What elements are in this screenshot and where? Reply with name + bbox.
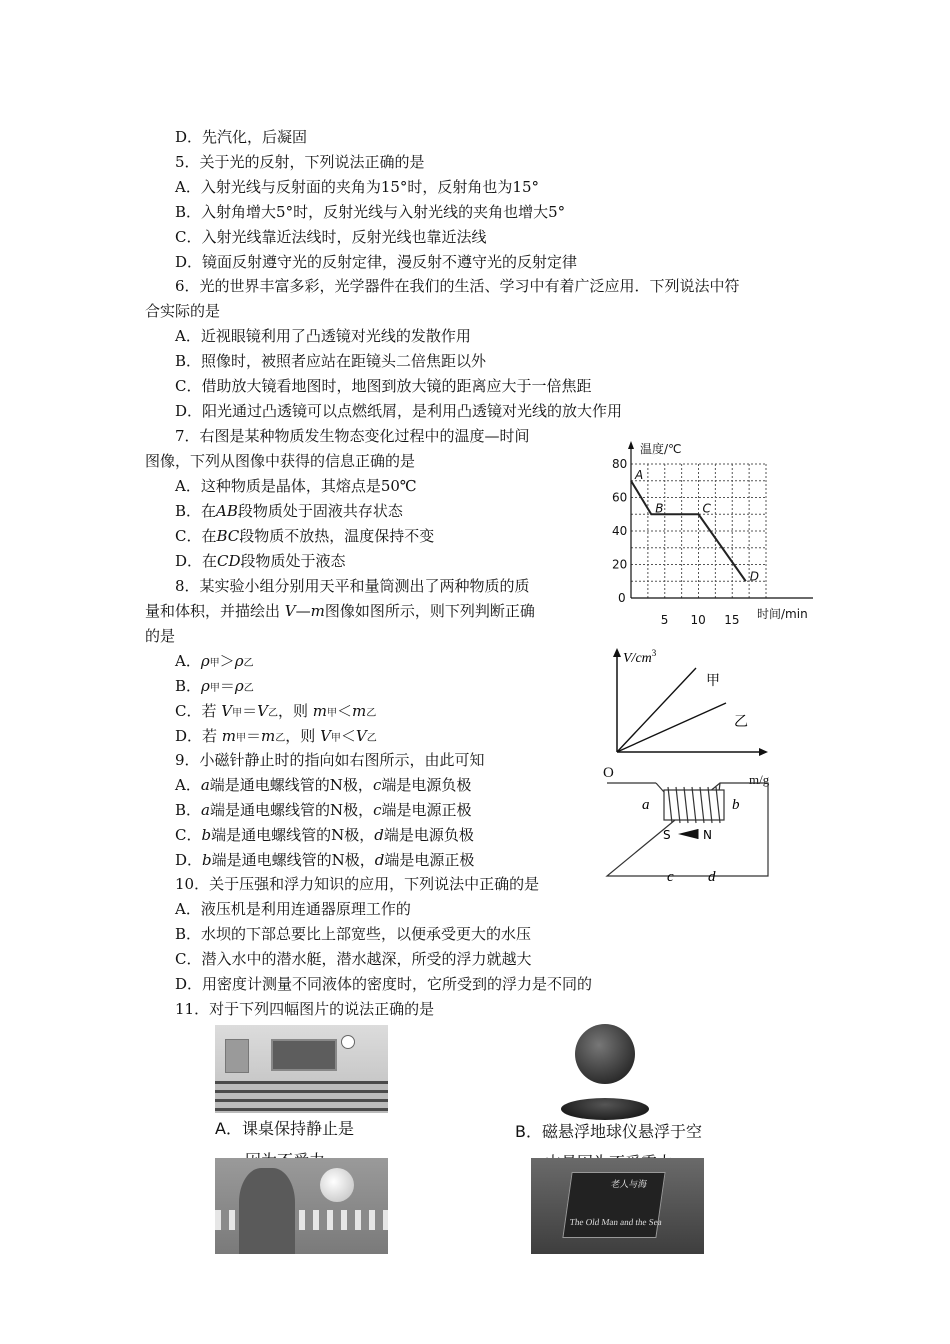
temperature-time-chart [600, 438, 820, 630]
classroom-desks [215, 1081, 388, 1113]
q6-option-a: A．近视眼镜利用了凸透镜对光线的发散作用 [175, 327, 471, 345]
classroom-photo [215, 1025, 388, 1113]
globe-base [561, 1098, 649, 1120]
series-yi-line [617, 703, 726, 752]
compass-needle-icon [678, 829, 698, 839]
y-tick-label: 0 [618, 591, 626, 605]
maglev-globe-photo [555, 1020, 655, 1120]
m-axis-arrow-icon [759, 748, 768, 756]
point-label-C: C [702, 501, 711, 516]
temperature-grid [631, 464, 766, 598]
q7-stem-line1: 7．右图是某种物质发生物态变化过程中的温度—时间 [175, 427, 530, 445]
q5-option-a: A．入射光线与反射面的夹角为15°时，反射角也为15° [175, 178, 540, 196]
point-label-A: A [635, 467, 644, 482]
q8-option-d: D．若 m甲＝m乙，则 V甲＜V乙 [175, 727, 377, 745]
temperature-ticks [612, 457, 759, 627]
x-tick-label: 10 [690, 613, 706, 627]
x-tick-label: 15 [724, 613, 740, 627]
volleyball-icon [320, 1168, 354, 1202]
q9-option-d: D．b端是通电螺线管的N极，d端是电源正极 [175, 851, 475, 869]
series-jia-label: 甲 [706, 673, 720, 689]
q4-option-d: D．先汽化，后凝固 [175, 128, 308, 146]
needle-n-label: N [703, 828, 712, 842]
q10-option-b: B．水坝的下部总要比上部宽些，以便承受更大的水压 [175, 925, 532, 943]
q8-stem-line1: 8．某实验小组分别用天平和量筒测出了两种物质的质 [175, 577, 530, 595]
q8-stem-line3: 的是 [145, 627, 176, 645]
q10-option-d: D．用密度计测量不同液体的密度时，它所受到的浮力是不同的 [175, 975, 593, 993]
series-jia-line [617, 668, 696, 752]
q10-option-c: C．潜入水中的潜水艇，潜水越深，所受的浮力就越大 [175, 950, 532, 968]
q5-option-b: B．入射角增大5°时，反射光线与入射光线的夹角也增大5° [175, 203, 566, 221]
q9-option-b: B．a端是通电螺线管的N极，c端是电源正极 [175, 801, 472, 819]
solenoid-circuit [604, 778, 774, 886]
q8-option-b: B．ρ甲＝ρ乙 [175, 677, 254, 695]
classroom-blackboard [271, 1039, 337, 1071]
v-axis-label-text: V/cm [623, 651, 652, 666]
y-tick-label: 80 [612, 457, 628, 471]
y-tick-label: 20 [612, 557, 628, 572]
book-photo [531, 1158, 704, 1254]
q8-option-c: C．若 V甲＝V乙，则 m甲＜m乙 [175, 702, 377, 720]
needle-s-label: S [663, 828, 671, 842]
temperature-y-label: 温度/℃ [640, 442, 682, 456]
v-axis-arrow-icon [613, 648, 621, 657]
coil-lead-left [656, 783, 664, 792]
q9-option-c: C．b端是通电螺线管的N极，d端是电源负极 [175, 826, 474, 844]
q9-option-a: A．a端是通电螺线管的N极，c端是电源负极 [175, 776, 472, 794]
q9-stem: 9．小磁针静止时的指向如右图所示，由此可知 [175, 751, 485, 769]
q11-caption-b-line1: B．磁悬浮地球仪悬浮于空 [515, 1122, 702, 1141]
terminal-d-label: d [708, 869, 716, 885]
q6-option-d: D．阳光通过凸透镜可以点燃纸屑，是利用凸透镜对光线的放大作用 [175, 402, 623, 420]
book-title-zh: 老人与海 [610, 1180, 648, 1190]
m-axis-label: m/g [749, 772, 770, 787]
q10-stem: 10．关于压强和浮力知识的应用，下列说法中正确的是 [175, 875, 540, 893]
q7-option-c: C．在BC段物质不放热，温度保持不变 [175, 527, 435, 545]
volume-mass-graph [598, 645, 773, 785]
y-tick-label: 40 [612, 524, 628, 538]
q11-caption-a-line1: A．课桌保持静止是 [215, 1119, 354, 1138]
classroom-door [225, 1039, 249, 1073]
q5-stem: 5．关于光的反射，下列说法正确的是 [175, 153, 425, 171]
series-yi-label: 乙 [734, 714, 748, 730]
v-axis-label [623, 648, 657, 666]
q11-stem: 11．对于下列四幅图片的说法正确的是 [175, 1000, 435, 1018]
temperature-x-label: 时间/min [757, 607, 808, 621]
q6-stem-line1: 6．光的世界丰富多彩，光学器件在我们的生活、学习中有着广泛应用．下列说法中符 [175, 277, 740, 295]
q6-option-c: C．借助放大镜看地图时，地图到放大镜的距离应大于一倍焦距 [175, 377, 592, 395]
origin-label: O [603, 765, 614, 781]
book-title-en: The Old Man and the Sea [568, 1217, 663, 1227]
q8-option-a: A．ρ甲＞ρ乙 [175, 652, 254, 670]
book-cover [562, 1172, 665, 1238]
x-tick-label: 5 [660, 613, 669, 627]
coil-end-b-label: b [732, 797, 740, 813]
volleyball-photo [215, 1158, 388, 1254]
player-figure [239, 1168, 295, 1254]
y-axis-arrow-icon [628, 441, 634, 449]
q5-option-d: D．镜面反射遵守光的反射定律，漫反射不遵守光的反射定律 [175, 253, 578, 271]
globe-sphere [575, 1024, 635, 1084]
y-tick-label: 60 [612, 490, 628, 505]
terminal-c-label: c [667, 869, 674, 885]
q6-stem-line2: 合实际的是 [145, 302, 221, 320]
point-label-D: D [749, 569, 759, 584]
q7-option-d: D．在CD段物质处于液态 [175, 552, 346, 570]
q7-option-b: B．在AB段物质处于固液共存状态 [175, 502, 403, 520]
q5-option-c: C．入射光线靠近法线时，反射光线也靠近法线 [175, 228, 487, 246]
q7-option-a: A．这种物质是晶体，其熔点是50℃ [175, 477, 417, 495]
q6-option-b: B．照像时，被照者应站在距镜头二倍焦距以外 [175, 352, 487, 370]
v-axis-unit-superscript: 3 [651, 648, 657, 658]
point-label-B: B [655, 501, 664, 516]
q8-stem-line2: 量和体积，并描绘出 V—m图像如图所示，则下列判断正确 [145, 602, 535, 620]
q7-stem-line2: 图像，下列从图像中获得的信息正确的是 [145, 452, 416, 470]
clock-icon [341, 1035, 355, 1049]
q10-option-a: A．液压机是利用连通器原理工作的 [175, 900, 411, 918]
coil-end-a-label: a [642, 797, 650, 813]
